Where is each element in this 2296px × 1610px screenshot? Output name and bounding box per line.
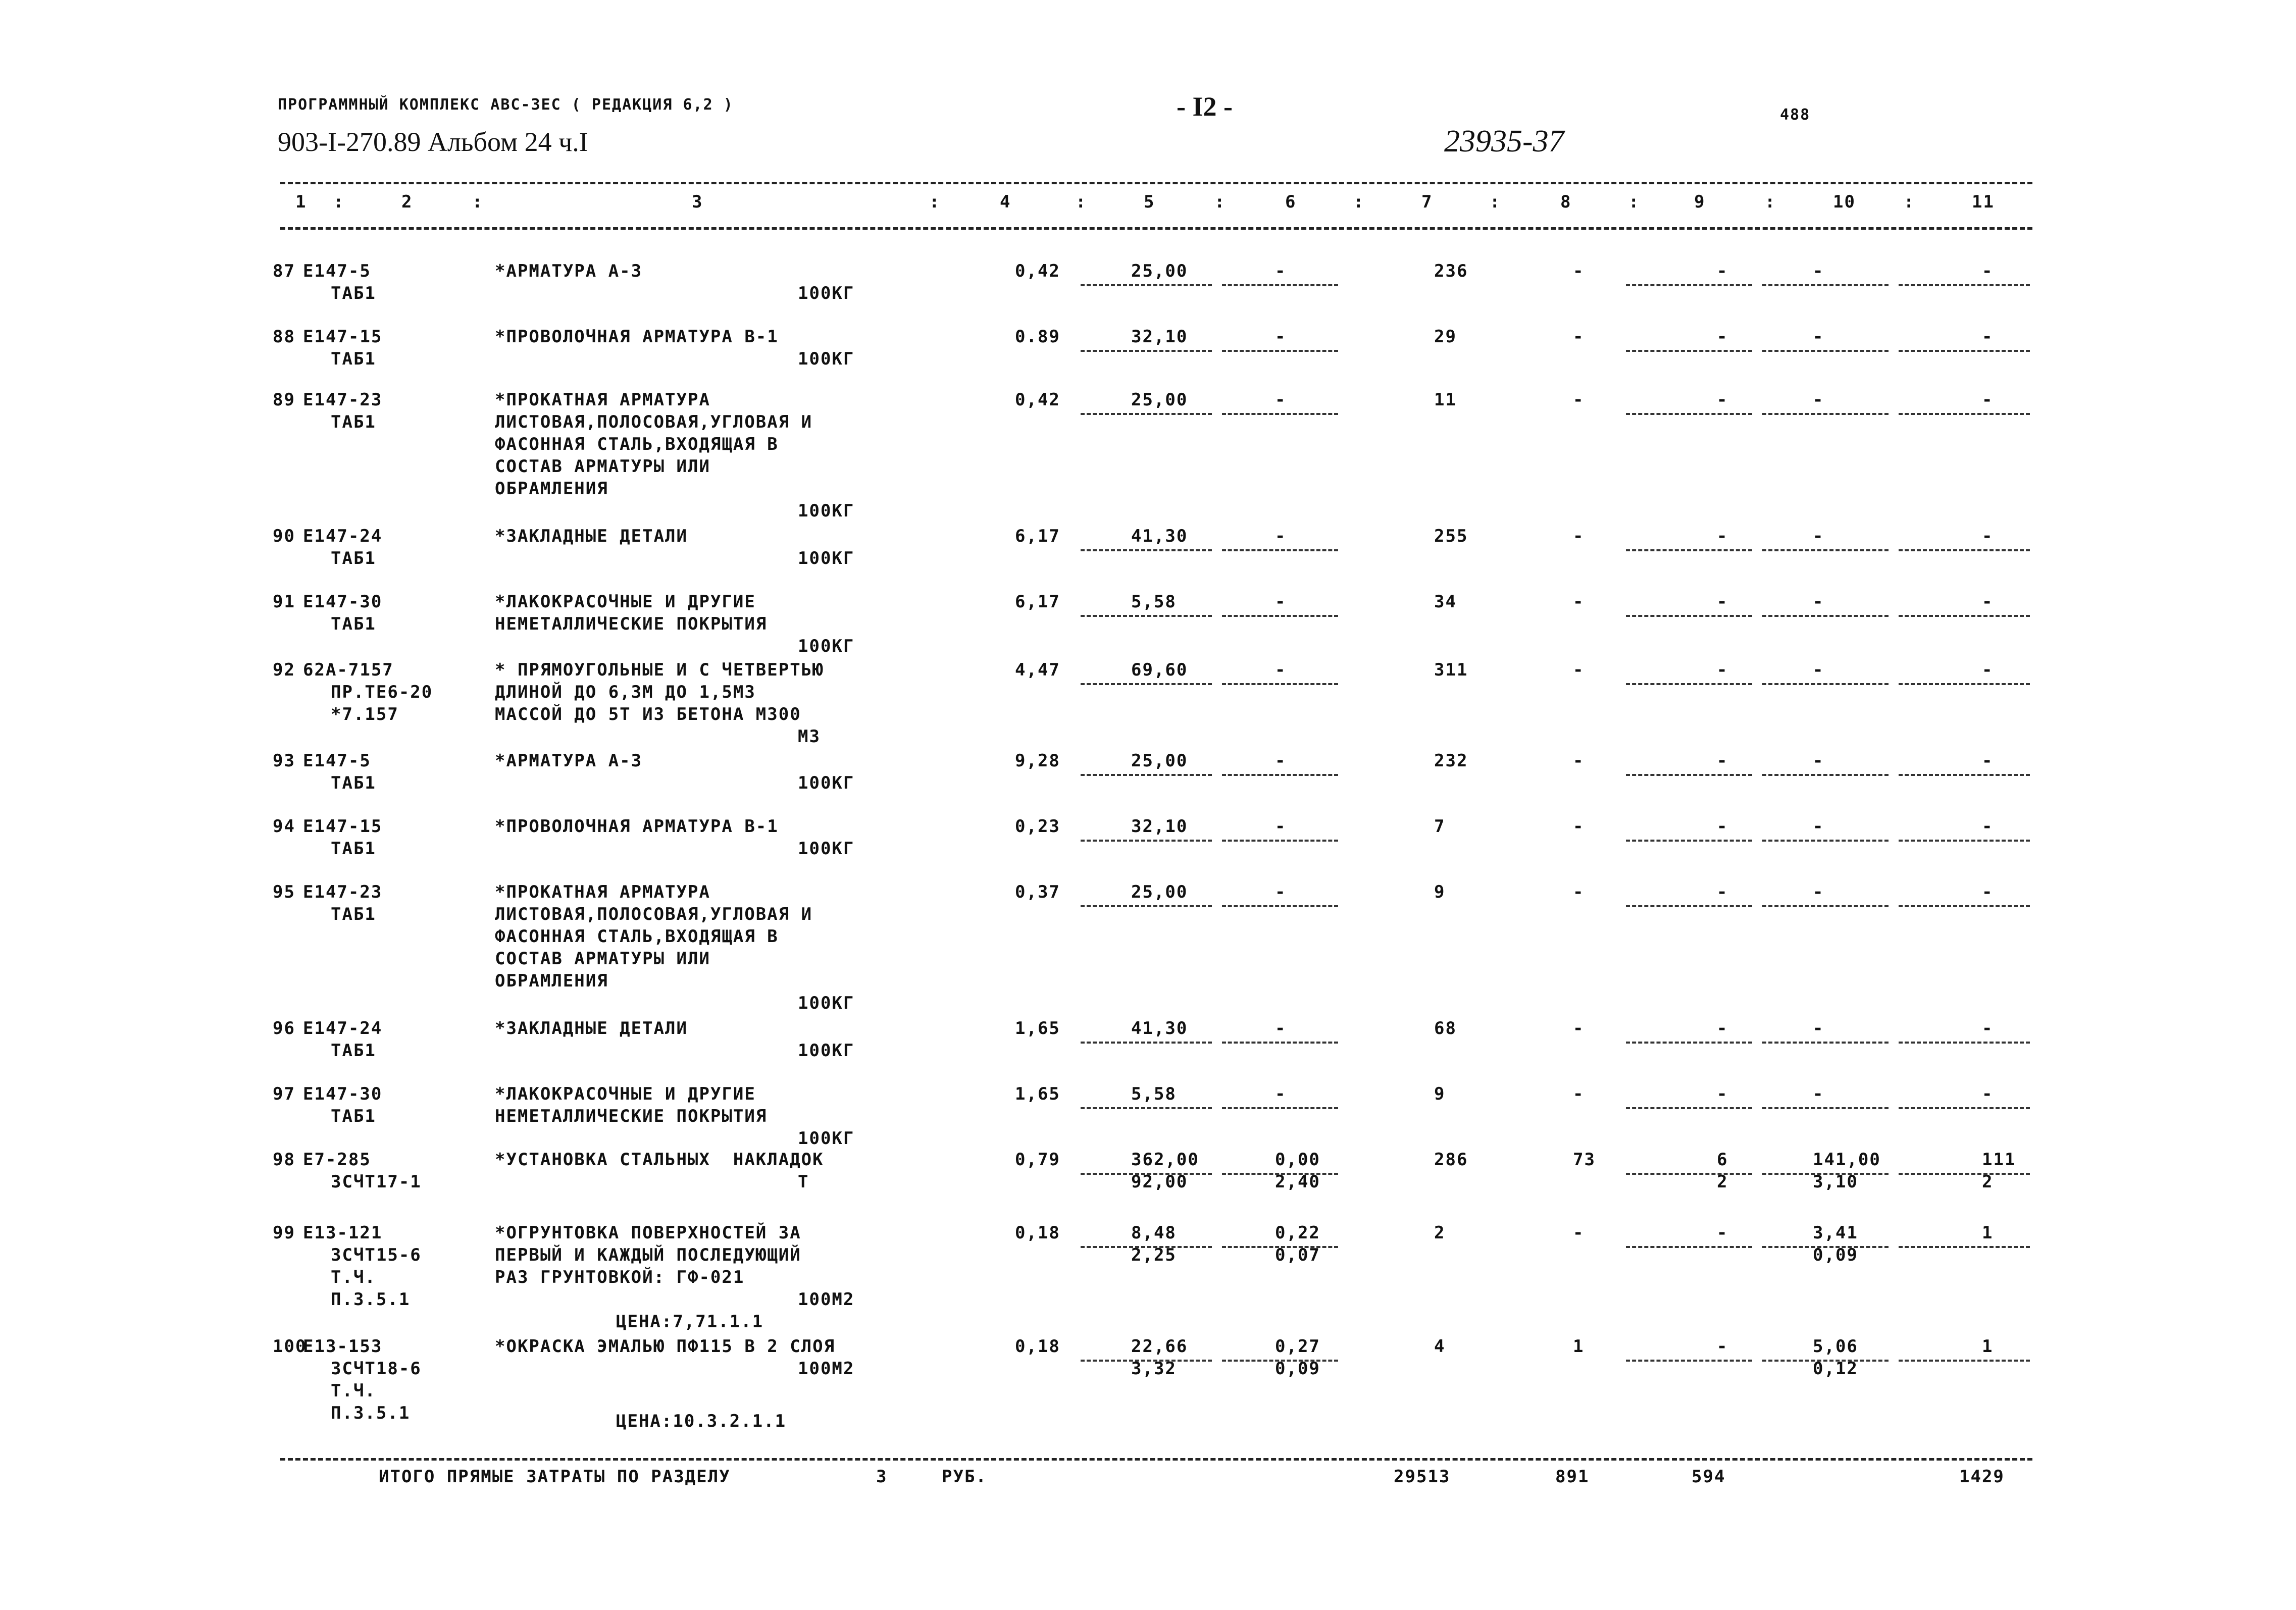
row-col-5: 25,00	[1131, 261, 1188, 281]
col-head-3: 3	[692, 192, 703, 212]
row-col-6: -	[1275, 390, 1287, 410]
col-head-sep: :	[1904, 192, 1915, 212]
row-col-10: -	[1813, 1084, 1824, 1104]
cell-separator	[1081, 774, 1212, 776]
cell-separator	[1762, 350, 1889, 352]
header-rule-top	[280, 182, 2032, 184]
cell-separator	[1762, 284, 1889, 286]
row-name: *ОКРАСКА ЭМАЛЬЮ ПФ115 В 2 СЛОЯ	[495, 1336, 836, 1357]
col-head-sep: :	[1765, 192, 1776, 212]
row-col-4: 6,17	[1015, 526, 1060, 546]
row-number: 90	[273, 526, 295, 546]
row-number: 93	[273, 751, 295, 771]
row-code: Е147-24	[303, 526, 383, 546]
cell-separator	[1626, 284, 1752, 286]
row-col-7: 34	[1434, 592, 1457, 612]
row-col-7: 236	[1434, 261, 1468, 281]
cell-separator	[1626, 1246, 1752, 1248]
cell-separator	[1222, 413, 1338, 415]
row-col-5: 41,30	[1131, 526, 1188, 546]
cell-separator	[1222, 1042, 1338, 1044]
row-code: Е147-30	[303, 592, 383, 612]
row-unit: 100КГ	[798, 839, 855, 859]
cell-separator	[1081, 1173, 1212, 1175]
cell-separator	[1899, 549, 2030, 551]
row-name: *ЗАКЛАДНЫЕ ДЕТАЛИ	[495, 526, 688, 546]
row-col-5: 5,58	[1131, 592, 1177, 612]
cell-separator	[1222, 1107, 1338, 1109]
row-reference: ТАБ1	[331, 839, 376, 859]
row-col-4: 0,18	[1015, 1336, 1060, 1357]
row-col-4: 0,23	[1015, 816, 1060, 837]
row-unit: 100КГ	[798, 1041, 855, 1061]
row-number: 89	[273, 390, 295, 410]
row-number: 99	[273, 1223, 295, 1243]
row-col-9: -	[1717, 816, 1728, 837]
cell-separator	[1626, 1173, 1752, 1175]
row-col-11: 1	[1982, 1223, 1994, 1243]
cell-separator	[1222, 350, 1338, 352]
row-col-6: -	[1275, 882, 1287, 902]
row-col-10: 141,00 3,10	[1813, 1150, 1881, 1192]
row-unit: 100М2	[798, 1359, 855, 1379]
row-col-7: 4	[1434, 1336, 1446, 1357]
cell-separator	[1899, 840, 2030, 842]
row-col-4: 1,65	[1015, 1018, 1060, 1038]
row-code: Е13-153	[303, 1336, 383, 1357]
col-head-sep: :	[1076, 192, 1087, 212]
col-head-8: 8	[1560, 192, 1572, 212]
row-col-4: 0,37	[1015, 882, 1060, 902]
total-col-7: 29513	[1394, 1467, 1451, 1487]
row-unit: 100КГ	[798, 993, 855, 1013]
row-col-9: -	[1717, 390, 1728, 410]
cell-separator	[1626, 350, 1752, 352]
row-code: Е147-5	[303, 751, 371, 771]
row-col-11: -	[1982, 1018, 1994, 1038]
cell-separator	[1899, 1173, 2030, 1175]
cell-separator	[1222, 615, 1338, 617]
row-col-10: -	[1813, 261, 1824, 281]
row-number: 94	[273, 816, 295, 837]
row-col-10: -	[1813, 660, 1824, 680]
row-name: *ЛАКОКРАСОЧНЫЕ И ДРУГИЕ НЕМЕТАЛЛИЧЕСКИЕ ПОКРЫТИЯ	[495, 592, 768, 634]
total-col-8: 891	[1555, 1467, 1590, 1487]
cell-separator	[1762, 1107, 1889, 1109]
cell-separator	[1626, 905, 1752, 907]
cell-separator	[1899, 1360, 2030, 1362]
row-col-7: 29	[1434, 327, 1457, 347]
row-name: *ПРОВОЛОЧНАЯ АРМАТУРА В-1	[495, 816, 779, 837]
row-col-6: -	[1275, 1018, 1287, 1038]
row-col-7: 286	[1434, 1150, 1468, 1170]
row-name: *ПРОВОЛОЧНАЯ АРМАТУРА В-1	[495, 327, 779, 347]
cell-separator	[1081, 1360, 1212, 1362]
row-col-7: 9	[1434, 1084, 1446, 1104]
row-number: 88	[273, 327, 295, 347]
row-col-8: -	[1573, 592, 1585, 612]
row-col-4: 0,18	[1015, 1223, 1060, 1243]
row-col-9: -	[1717, 327, 1728, 347]
row-col-5: 25,00	[1131, 390, 1188, 410]
row-col-11: -	[1982, 660, 1994, 680]
col-head-6: 6	[1285, 192, 1297, 212]
row-reference: ТАБ1	[331, 904, 376, 924]
row-col-5: 32,10	[1131, 816, 1188, 837]
row-col-9: -	[1717, 1336, 1728, 1357]
row-col-6: 0,27 0,09	[1275, 1336, 1320, 1379]
row-col-11: -	[1982, 816, 1994, 837]
row-col-9: -	[1717, 1223, 1728, 1243]
row-col-6: -	[1275, 592, 1287, 612]
row-reference: ТАБ1	[331, 1041, 376, 1061]
row-code: Е147-24	[303, 1018, 383, 1038]
page-number: - I2 -	[1177, 91, 1233, 122]
row-col-8: -	[1573, 1223, 1585, 1243]
header-rule-bottom	[280, 227, 2032, 230]
cell-separator	[1626, 683, 1752, 685]
cell-separator	[1626, 774, 1752, 776]
cell-separator	[1762, 1246, 1889, 1248]
row-col-6: -	[1275, 327, 1287, 347]
cell-separator	[1222, 284, 1338, 286]
row-col-6: 0,22 0,07	[1275, 1223, 1320, 1265]
row-code: Е147-30	[303, 1084, 383, 1104]
row-code: Е7-285	[303, 1150, 371, 1170]
cell-separator	[1762, 549, 1889, 551]
cell-separator	[1762, 774, 1889, 776]
row-number: 98	[273, 1150, 295, 1170]
row-col-10: -	[1813, 592, 1824, 612]
total-rule	[280, 1458, 2032, 1461]
document-stamp: 23935-37	[1444, 124, 1564, 159]
row-col-4: 0,79	[1015, 1150, 1060, 1170]
row-col-5: 69,60	[1131, 660, 1188, 680]
row-code: Е147-15	[303, 327, 383, 347]
row-reference: ТАБ1	[331, 773, 376, 793]
row-col-4: 0,42	[1015, 261, 1060, 281]
cell-separator	[1899, 683, 2030, 685]
row-reference: ПР.ТЕ6-20 *7.157	[331, 682, 433, 724]
row-col-9: -	[1717, 882, 1728, 902]
row-col-8: -	[1573, 882, 1585, 902]
row-col-5: 22,66 3,32	[1131, 1336, 1188, 1379]
row-price-ref: ЦЕНА:7,71.1.1	[616, 1312, 764, 1332]
row-col-6: -	[1275, 261, 1287, 281]
row-code: Е147-23	[303, 390, 383, 410]
row-col-7: 7	[1434, 816, 1446, 837]
row-col-6: -	[1275, 751, 1287, 771]
row-name: *АРМАТУРА А-3	[495, 751, 643, 771]
row-col-8: -	[1573, 816, 1585, 837]
row-unit: 100КГ	[798, 548, 855, 568]
row-col-10: 5,06 0,12	[1813, 1336, 1858, 1379]
cell-separator	[1899, 1042, 2030, 1044]
row-col-8: -	[1573, 390, 1585, 410]
row-reference: ТАБ1	[331, 412, 376, 432]
cell-separator	[1762, 413, 1889, 415]
cell-separator	[1762, 905, 1889, 907]
row-col-4: 0,42	[1015, 390, 1060, 410]
cell-separator	[1626, 840, 1752, 842]
row-name: *ПРОКАТНАЯ АРМАТУРА ЛИСТОВАЯ,ПОЛОСОВАЯ,УГЛОВАЯ И ФАСОННАЯ СТАЛЬ,ВХОДЯЩАЯ В СОСТАВ АРМАТУРЫ ИЛИ ОБРАМЛЕНИЯ	[495, 882, 813, 991]
row-col-5: 25,00	[1131, 882, 1188, 902]
row-col-8: -	[1573, 660, 1585, 680]
row-col-6: -	[1275, 526, 1287, 546]
row-col-11: 111 2	[1982, 1150, 2016, 1192]
row-col-10: -	[1813, 882, 1824, 902]
cell-separator	[1626, 1107, 1752, 1109]
row-reference: ЗСЧТ17-1	[331, 1172, 422, 1192]
row-col-4: 9,28	[1015, 751, 1060, 771]
row-col-11: -	[1982, 390, 1994, 410]
row-col-7: 311	[1434, 660, 1468, 680]
col-head-sep: :	[1214, 192, 1226, 212]
cell-separator	[1081, 350, 1212, 352]
row-col-9: -	[1717, 261, 1728, 281]
row-col-4: 4,47	[1015, 660, 1060, 680]
cell-separator	[1899, 284, 2030, 286]
cell-separator	[1762, 1173, 1889, 1175]
row-col-5: 25,00	[1131, 751, 1188, 771]
row-col-9: 6 2	[1717, 1150, 1728, 1192]
row-col-9: -	[1717, 660, 1728, 680]
col-head-sep: :	[333, 192, 345, 212]
row-col-9: -	[1717, 1084, 1728, 1104]
row-unit: 100КГ	[798, 501, 855, 521]
row-name: *ЗАКЛАДНЫЕ ДЕТАЛИ	[495, 1018, 688, 1038]
row-col-5: 32,10	[1131, 327, 1188, 347]
total-label: ИТОГО ПРЯМЫЕ ЗАТРАТЫ ПО РАЗДЕЛУ	[379, 1467, 731, 1487]
row-col-10: -	[1813, 751, 1824, 771]
cell-separator	[1899, 774, 2030, 776]
row-code: 62А-7157	[303, 660, 394, 680]
cell-separator	[1081, 413, 1212, 415]
cell-separator	[1762, 683, 1889, 685]
row-name: *УСТАНОВКА СТАЛЬНЫХ НАКЛАДОК	[495, 1150, 824, 1170]
total-currency: РУБ.	[942, 1467, 987, 1487]
cell-separator	[1626, 413, 1752, 415]
col-head-10: 10	[1833, 192, 1856, 212]
cell-separator	[1222, 1246, 1338, 1248]
cell-separator	[1626, 549, 1752, 551]
col-head-11: 11	[1972, 192, 1995, 212]
row-col-11: -	[1982, 751, 1994, 771]
row-unit: 100М2	[798, 1289, 855, 1310]
row-col-11: -	[1982, 882, 1994, 902]
cell-separator	[1081, 615, 1212, 617]
col-head-7: 7	[1421, 192, 1433, 212]
cell-separator	[1222, 683, 1338, 685]
total-col-11: 1429	[1959, 1467, 2005, 1487]
row-unit: 100КГ	[798, 1128, 855, 1149]
col-head-2: 2	[401, 192, 413, 212]
cell-separator	[1081, 284, 1212, 286]
row-col-11: -	[1982, 327, 1994, 347]
row-number: 96	[273, 1018, 295, 1038]
col-head-sep: :	[472, 192, 484, 212]
row-col-8: -	[1573, 751, 1585, 771]
row-col-11: -	[1982, 592, 1994, 612]
row-number: 91	[273, 592, 295, 612]
row-number: 87	[273, 261, 295, 281]
row-col-5: 41,30	[1131, 1018, 1188, 1038]
row-col-9: -	[1717, 526, 1728, 546]
row-col-10: -	[1813, 816, 1824, 837]
row-col-7: 11	[1434, 390, 1457, 410]
row-price-ref: ЦЕНА:10.3.2.1.1	[616, 1411, 787, 1431]
row-col-11: 1	[1982, 1336, 1994, 1357]
cell-separator	[1081, 840, 1212, 842]
row-col-5: 5,58	[1131, 1084, 1177, 1104]
cell-separator	[1626, 615, 1752, 617]
row-col-6: -	[1275, 660, 1287, 680]
row-name: *ОГРУНТОВКА ПОВЕРХНОСТЕЙ ЗА ПЕРВЫЙ И КАЖДЫЙ ПОСЛЕДУЮЩИЙ РАЗ ГРУНТОВКОЙ: ГФ-021	[495, 1223, 801, 1287]
row-col-11: -	[1982, 261, 1994, 281]
row-reference: ЗСЧТ15-6 Т.Ч. П.3.5.1	[331, 1245, 422, 1310]
row-col-6: 0,00 2,40	[1275, 1150, 1320, 1192]
row-unit: Т	[798, 1172, 809, 1192]
row-col-8: -	[1573, 526, 1585, 546]
col-head-sep: :	[1628, 192, 1640, 212]
col-head-sep: :	[1490, 192, 1501, 212]
row-number: 95	[273, 882, 295, 902]
row-col-8: -	[1573, 327, 1585, 347]
row-col-5: 362,00 92,00	[1131, 1150, 1199, 1192]
col-head-5: 5	[1144, 192, 1155, 212]
cell-separator	[1081, 683, 1212, 685]
row-col-7: 255	[1434, 526, 1468, 546]
row-unit: 100КГ	[798, 349, 855, 369]
row-col-7: 9	[1434, 882, 1446, 902]
cell-separator	[1081, 1246, 1212, 1248]
row-col-9: -	[1717, 1018, 1728, 1038]
row-unit: МЗ	[798, 726, 821, 747]
cell-separator	[1626, 1042, 1752, 1044]
row-col-5: 8,48 2,25	[1131, 1223, 1177, 1265]
album-title: 903-I-270.89 Альбом 24 ч.I	[278, 127, 588, 157]
col-head-4: 4	[1000, 192, 1011, 212]
row-reference: ТАБ1	[331, 614, 376, 634]
cell-separator	[1899, 615, 2030, 617]
cell-separator	[1899, 905, 2030, 907]
row-unit: 100КГ	[798, 773, 855, 793]
cell-separator	[1762, 840, 1889, 842]
row-code: Е147-5	[303, 261, 371, 281]
row-col-8: -	[1573, 261, 1585, 281]
cell-separator	[1222, 1360, 1338, 1362]
cell-separator	[1222, 1173, 1338, 1175]
row-number: 92	[273, 660, 295, 680]
cell-separator	[1222, 840, 1338, 842]
software-header: ПРОГРАММНЫЙ КОМПЛЕКС АВС-ЗЕС ( РЕДАКЦИЯ 6,2 )	[278, 96, 734, 114]
cell-separator	[1762, 615, 1889, 617]
row-unit: 100КГ	[798, 636, 855, 656]
total-col-9: 594	[1692, 1467, 1726, 1487]
row-number: 100	[273, 1336, 307, 1357]
cell-separator	[1899, 350, 2030, 352]
cell-separator	[1762, 1042, 1889, 1044]
col-head-1: 1	[295, 192, 307, 212]
row-col-11: -	[1982, 526, 1994, 546]
total-section: 3	[876, 1467, 888, 1487]
row-reference: ТАБ1	[331, 548, 376, 568]
row-reference: ТАБ1	[331, 349, 376, 369]
row-name: *ПРОКАТНАЯ АРМАТУРА ЛИСТОВАЯ,ПОЛОСОВАЯ,УГЛОВАЯ И ФАСОННАЯ СТАЛЬ,ВХОДЯЩАЯ В СОСТАВ АРМАТУРЫ ИЛИ ОБРАМЛЕНИЯ	[495, 390, 813, 499]
row-col-4: 6,17	[1015, 592, 1060, 612]
cell-separator	[1899, 1107, 2030, 1109]
row-col-8: -	[1573, 1084, 1585, 1104]
row-col-10: -	[1813, 327, 1824, 347]
cell-separator	[1899, 1246, 2030, 1248]
row-name: *АРМАТУРА А-3	[495, 261, 643, 281]
cell-separator	[1762, 1360, 1889, 1362]
row-col-6: -	[1275, 1084, 1287, 1104]
row-number: 97	[273, 1084, 295, 1104]
row-col-11: -	[1982, 1084, 1994, 1104]
sheet-code: 488	[1780, 106, 1811, 124]
row-reference: ТАБ1	[331, 283, 376, 303]
row-col-9: -	[1717, 751, 1728, 771]
cell-separator	[1899, 413, 2030, 415]
row-reference: ЗСЧТ18-6 Т.Ч. П.3.5.1	[331, 1359, 422, 1423]
cell-separator	[1222, 549, 1338, 551]
cell-separator	[1081, 1042, 1212, 1044]
row-code: Е13-121	[303, 1223, 383, 1243]
row-code: Е147-23	[303, 882, 383, 902]
row-col-7: 232	[1434, 751, 1468, 771]
cell-separator	[1081, 1107, 1212, 1109]
row-col-7: 2	[1434, 1223, 1446, 1243]
row-col-10: -	[1813, 526, 1824, 546]
row-col-10: -	[1813, 390, 1824, 410]
col-head-9: 9	[1694, 192, 1706, 212]
row-col-10: 3,41 0,09	[1813, 1223, 1858, 1265]
row-col-8: 1	[1573, 1336, 1585, 1357]
row-reference: ТАБ1	[331, 1106, 376, 1126]
row-col-8: 73	[1573, 1150, 1596, 1170]
row-name: *ЛАКОКРАСОЧНЫЕ И ДРУГИЕ НЕМЕТАЛЛИЧЕСКИЕ ПОКРЫТИЯ	[495, 1084, 768, 1126]
cell-separator	[1222, 905, 1338, 907]
cell-separator	[1222, 774, 1338, 776]
cell-separator	[1081, 549, 1212, 551]
row-col-9: -	[1717, 592, 1728, 612]
row-col-6: -	[1275, 816, 1287, 837]
row-code: Е147-15	[303, 816, 383, 837]
row-col-8: -	[1573, 1018, 1585, 1038]
row-name: * ПРЯМОУГОЛЬНЫЕ И С ЧЕТВЕРТЬЮ ДЛИНОЙ ДО 6,3М ДО 1,5МЗ МАССОЙ ДО 5Т ИЗ БЕТОНА М300	[495, 660, 824, 724]
row-unit: 100КГ	[798, 283, 855, 303]
row-col-4: 0.89	[1015, 327, 1060, 347]
cell-separator	[1626, 1360, 1752, 1362]
col-head-sep: :	[929, 192, 941, 212]
row-col-7: 68	[1434, 1018, 1457, 1038]
col-head-sep: :	[1353, 192, 1365, 212]
cell-separator	[1081, 905, 1212, 907]
row-col-4: 1,65	[1015, 1084, 1060, 1104]
row-col-10: -	[1813, 1018, 1824, 1038]
